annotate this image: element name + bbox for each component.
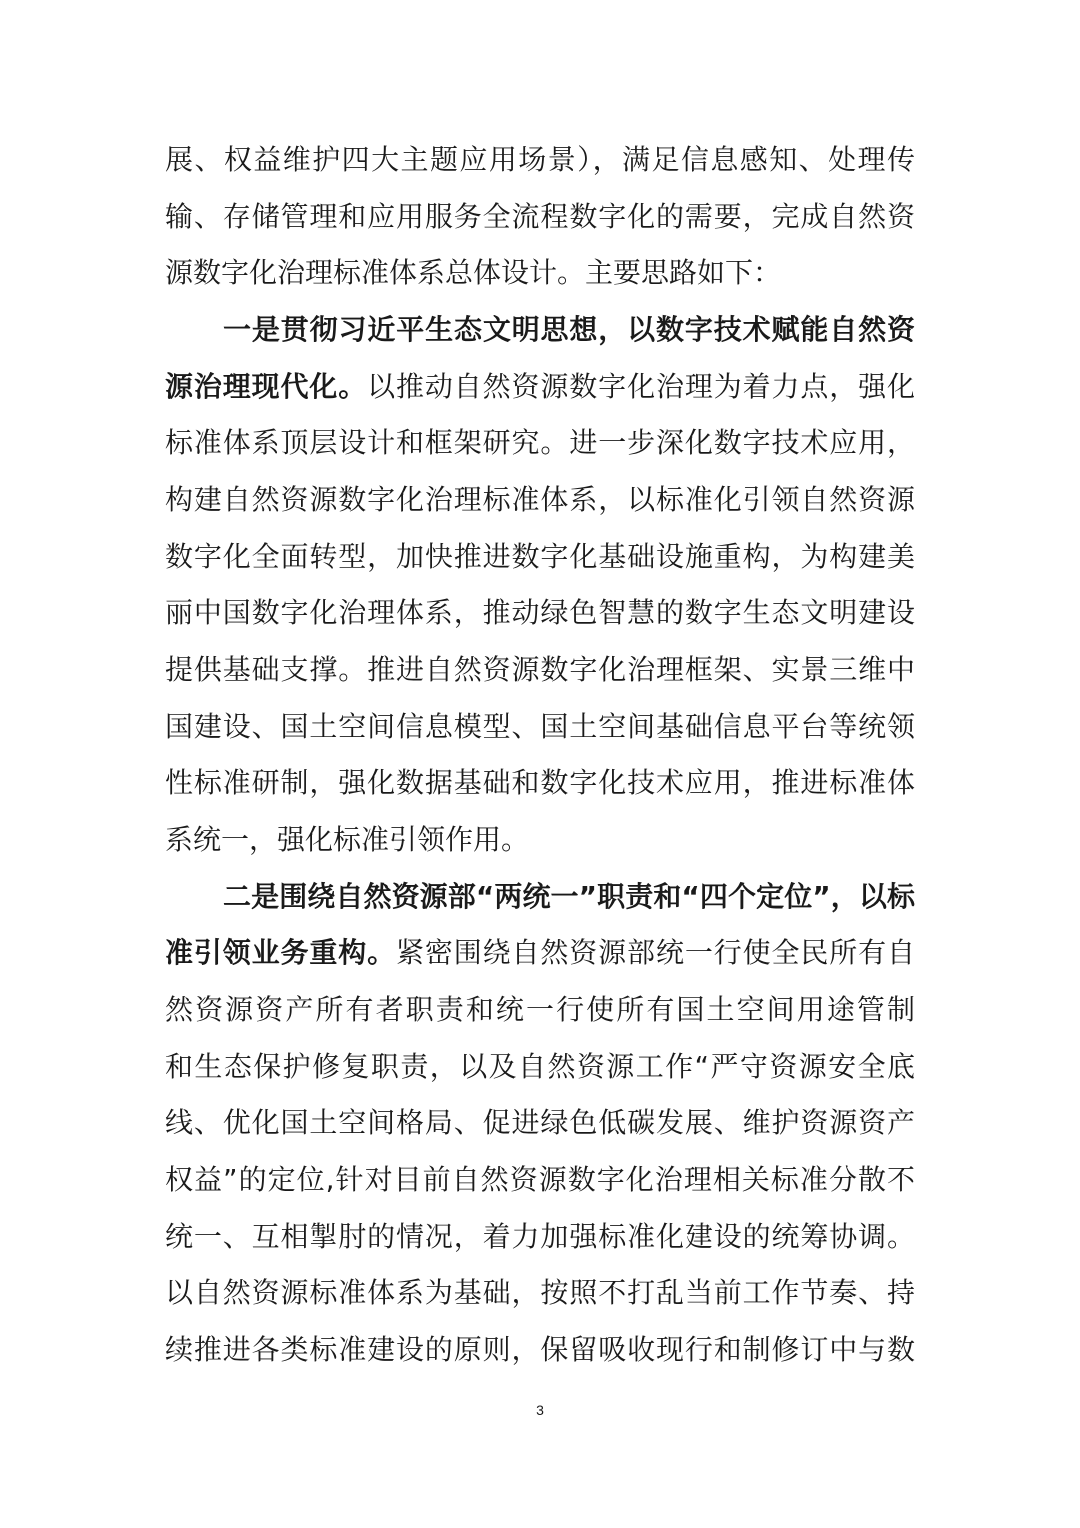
text-line: 国建设、国土空间信息模型、国土空间基础信息平台等统领 bbox=[165, 710, 915, 743]
text-line: 展、权益维护四大主题应用场景），满足信息感知、处理传 bbox=[165, 143, 915, 176]
text-line: 丽中国数字化治理体系，推动绿色智慧的数字生态文明建设 bbox=[165, 596, 915, 629]
section-heading-line: 二是围绕自然资源部“两统一”职责和“四个定位”，以标 bbox=[223, 880, 915, 913]
text-line: 系统一，强化标准引领作用。 bbox=[165, 823, 530, 856]
text-line: 统一、互相掣肘的情况，着力加强标准化建设的统筹协调。 bbox=[165, 1220, 915, 1253]
text-line: 数字化全面转型，加快推进数字化基础设施重构，为构建美 bbox=[165, 540, 915, 573]
text-line: 以自然资源标准体系为基础，按照不打乱当前工作节奏、持 bbox=[165, 1276, 915, 1309]
section-heading-line: 一是贯彻习近平生态文明思想，以数字技术赋能自然资 bbox=[223, 313, 915, 346]
text-line: 标准体系顶层设计和框架研究。进一步深化数字技术应用， bbox=[165, 426, 915, 459]
text-line: 性标准研制，强化数据基础和数字化技术应用，推进标准体 bbox=[165, 766, 915, 799]
text-line: 权益”的定位,针对目前自然资源数字化治理相关标准分散不 bbox=[165, 1163, 915, 1196]
text-line: 续推进各类标准建设的原则，保留吸收现行和制修订中与数 bbox=[165, 1333, 915, 1366]
text-line: 源数字化治理标准体系总体设计。主要思路如下： bbox=[165, 256, 782, 289]
text-line: 线、优化国土空间格局、促进绿色低碳发展、维护资源资产 bbox=[165, 1106, 915, 1139]
text-line: 提供基础支撑。推进自然资源数字化治理框架、实景三维中 bbox=[165, 653, 915, 686]
text-line: 构建自然资源数字化治理标准体系，以标准化引领自然资源 bbox=[165, 483, 915, 516]
paragraph-text: 紧密围绕自然资源部统一行使全民所有自 bbox=[396, 936, 915, 969]
section-heading-end: 源治理现代化。 bbox=[165, 370, 368, 403]
text-line: 输、存储管理和应用服务全流程数字化的需要，完成自然资 bbox=[165, 200, 915, 233]
text-line bbox=[165, 367, 915, 407]
page-number: 3 bbox=[536, 1402, 544, 1418]
paragraph-text: 以推动自然资源数字化治理为着力点，强化 bbox=[367, 370, 915, 403]
text-line: 和生态保护修复职责，以及自然资源工作“严守资源安全底 bbox=[165, 1050, 915, 1083]
section-heading-end: 准引领业务重构。 bbox=[165, 936, 397, 969]
text-line bbox=[165, 933, 915, 973]
text-line: 然资源资产所有者职责和统一行使所有国土空间用途管制 bbox=[165, 993, 915, 1026]
